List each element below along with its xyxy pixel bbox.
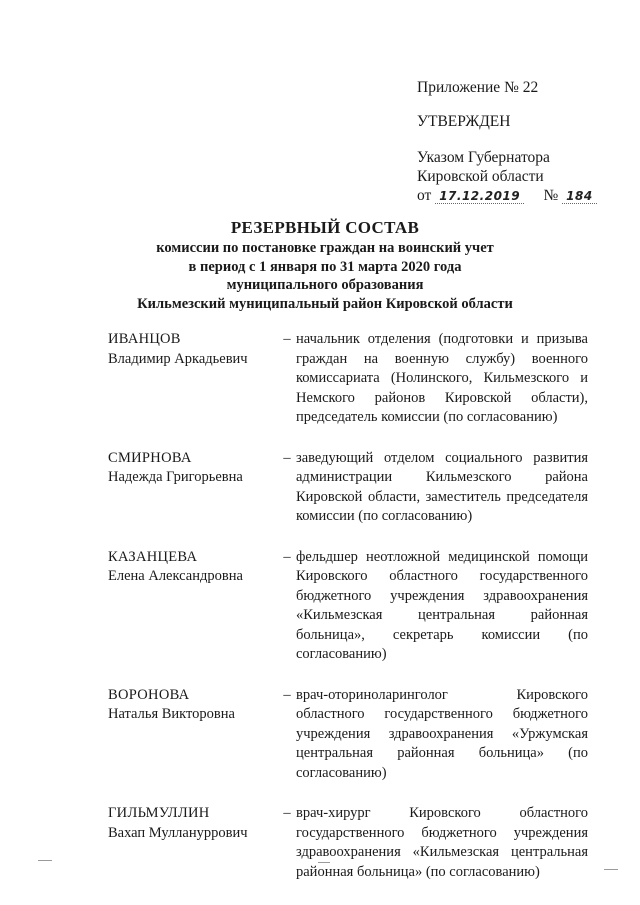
- title-line-1: комиссии по постановке граждан на воинский учет: [156, 240, 494, 256]
- member-entry: [108, 686, 588, 784]
- member-entry: [108, 330, 588, 428]
- handwritten-number: 184: [562, 189, 597, 204]
- member-given-name: Наталья Викторовна: [108, 706, 235, 722]
- member-entry: [108, 804, 588, 882]
- member-given-name: Владимир Аркадьевич: [108, 350, 248, 367]
- member-role: начальник отделения (подготовки и призыва граждан на военную службу) военного комиссариата (Нолинского, Кильмезского и Немского районов Кировской области), председатель комиссии (по согласованию): [296, 331, 588, 425]
- member-given-name: Надежда Григорьевна: [108, 469, 243, 485]
- handwritten-date: 17.12.2019: [435, 189, 524, 204]
- member-name: [108, 804, 280, 882]
- date-prefix: от: [417, 187, 432, 204]
- member-name: [108, 330, 280, 428]
- member-surname: ГИЛЬМУЛЛИН: [108, 805, 210, 821]
- member-surname: КАЗАНЦЕВА: [108, 548, 198, 565]
- scan-mark: [318, 862, 330, 863]
- scan-mark: [604, 869, 618, 870]
- member-dash: –: [283, 686, 291, 703]
- member-role: фельдшер неотложной медицинской помощи Кировского областного государственного бюджетного учреждения здравоохранения «Кильмезская центральная районная больница», секретарь комиссии (по согласованию): [296, 548, 588, 662]
- title-line-2: в период с 1 января по 31 марта 2020 года: [188, 258, 462, 275]
- document-title: РЕЗЕРВНЫЙ СОСТАВ: [230, 218, 420, 237]
- member-surname: ВОРОНОВА: [108, 686, 190, 703]
- scan-mark: [38, 860, 52, 861]
- title-line-3: муниципального образования: [226, 277, 424, 293]
- decree-line-2: Кировской области: [417, 168, 544, 185]
- document-title-block: [60, 217, 590, 313]
- decree-line-1: Указом Губернатора: [417, 149, 550, 166]
- member-given-name: Елена Александровна: [108, 568, 243, 584]
- member-role: врач-оториноларинголог Кировского областного государственного бюджетного учреждения здравоохранения «Уржумская центральная районная больница» (по согласованию): [296, 686, 588, 781]
- member-name: [108, 449, 280, 527]
- member-dash: –: [283, 805, 291, 821]
- decree-date-line: [417, 186, 617, 205]
- member-entry: [108, 449, 588, 527]
- approval-block: [417, 78, 617, 205]
- approved-label: УТВЕРЖДЕН: [417, 113, 511, 130]
- member-role: заведующий отделом социального развития администрации Кильмезского района Кировской области, заместитель председателя комиссии (по согласованию): [296, 449, 588, 524]
- member-entry: [108, 548, 588, 665]
- member-given-name: Вахап Муллануррович: [108, 824, 248, 841]
- number-prefix: №: [543, 187, 559, 204]
- member-name: [108, 686, 280, 784]
- member-surname: СМИРНОВА: [108, 449, 192, 466]
- member-dash: –: [283, 548, 291, 565]
- member-dash: –: [283, 331, 291, 347]
- appendix-label: Приложение № 22: [417, 79, 539, 96]
- member-dash: –: [283, 449, 291, 466]
- commission-members-list: [108, 330, 588, 882]
- member-name: [108, 548, 280, 665]
- title-line-4: Кильмезский муниципальный район Кировской области: [137, 295, 513, 312]
- member-role: врач-хирург Кировского областного государственного бюджетного учреждения здравоохранения «Кильмезская центральная районная больница» (по согласованию): [296, 805, 588, 880]
- member-surname: ИВАНЦОВ: [108, 331, 181, 347]
